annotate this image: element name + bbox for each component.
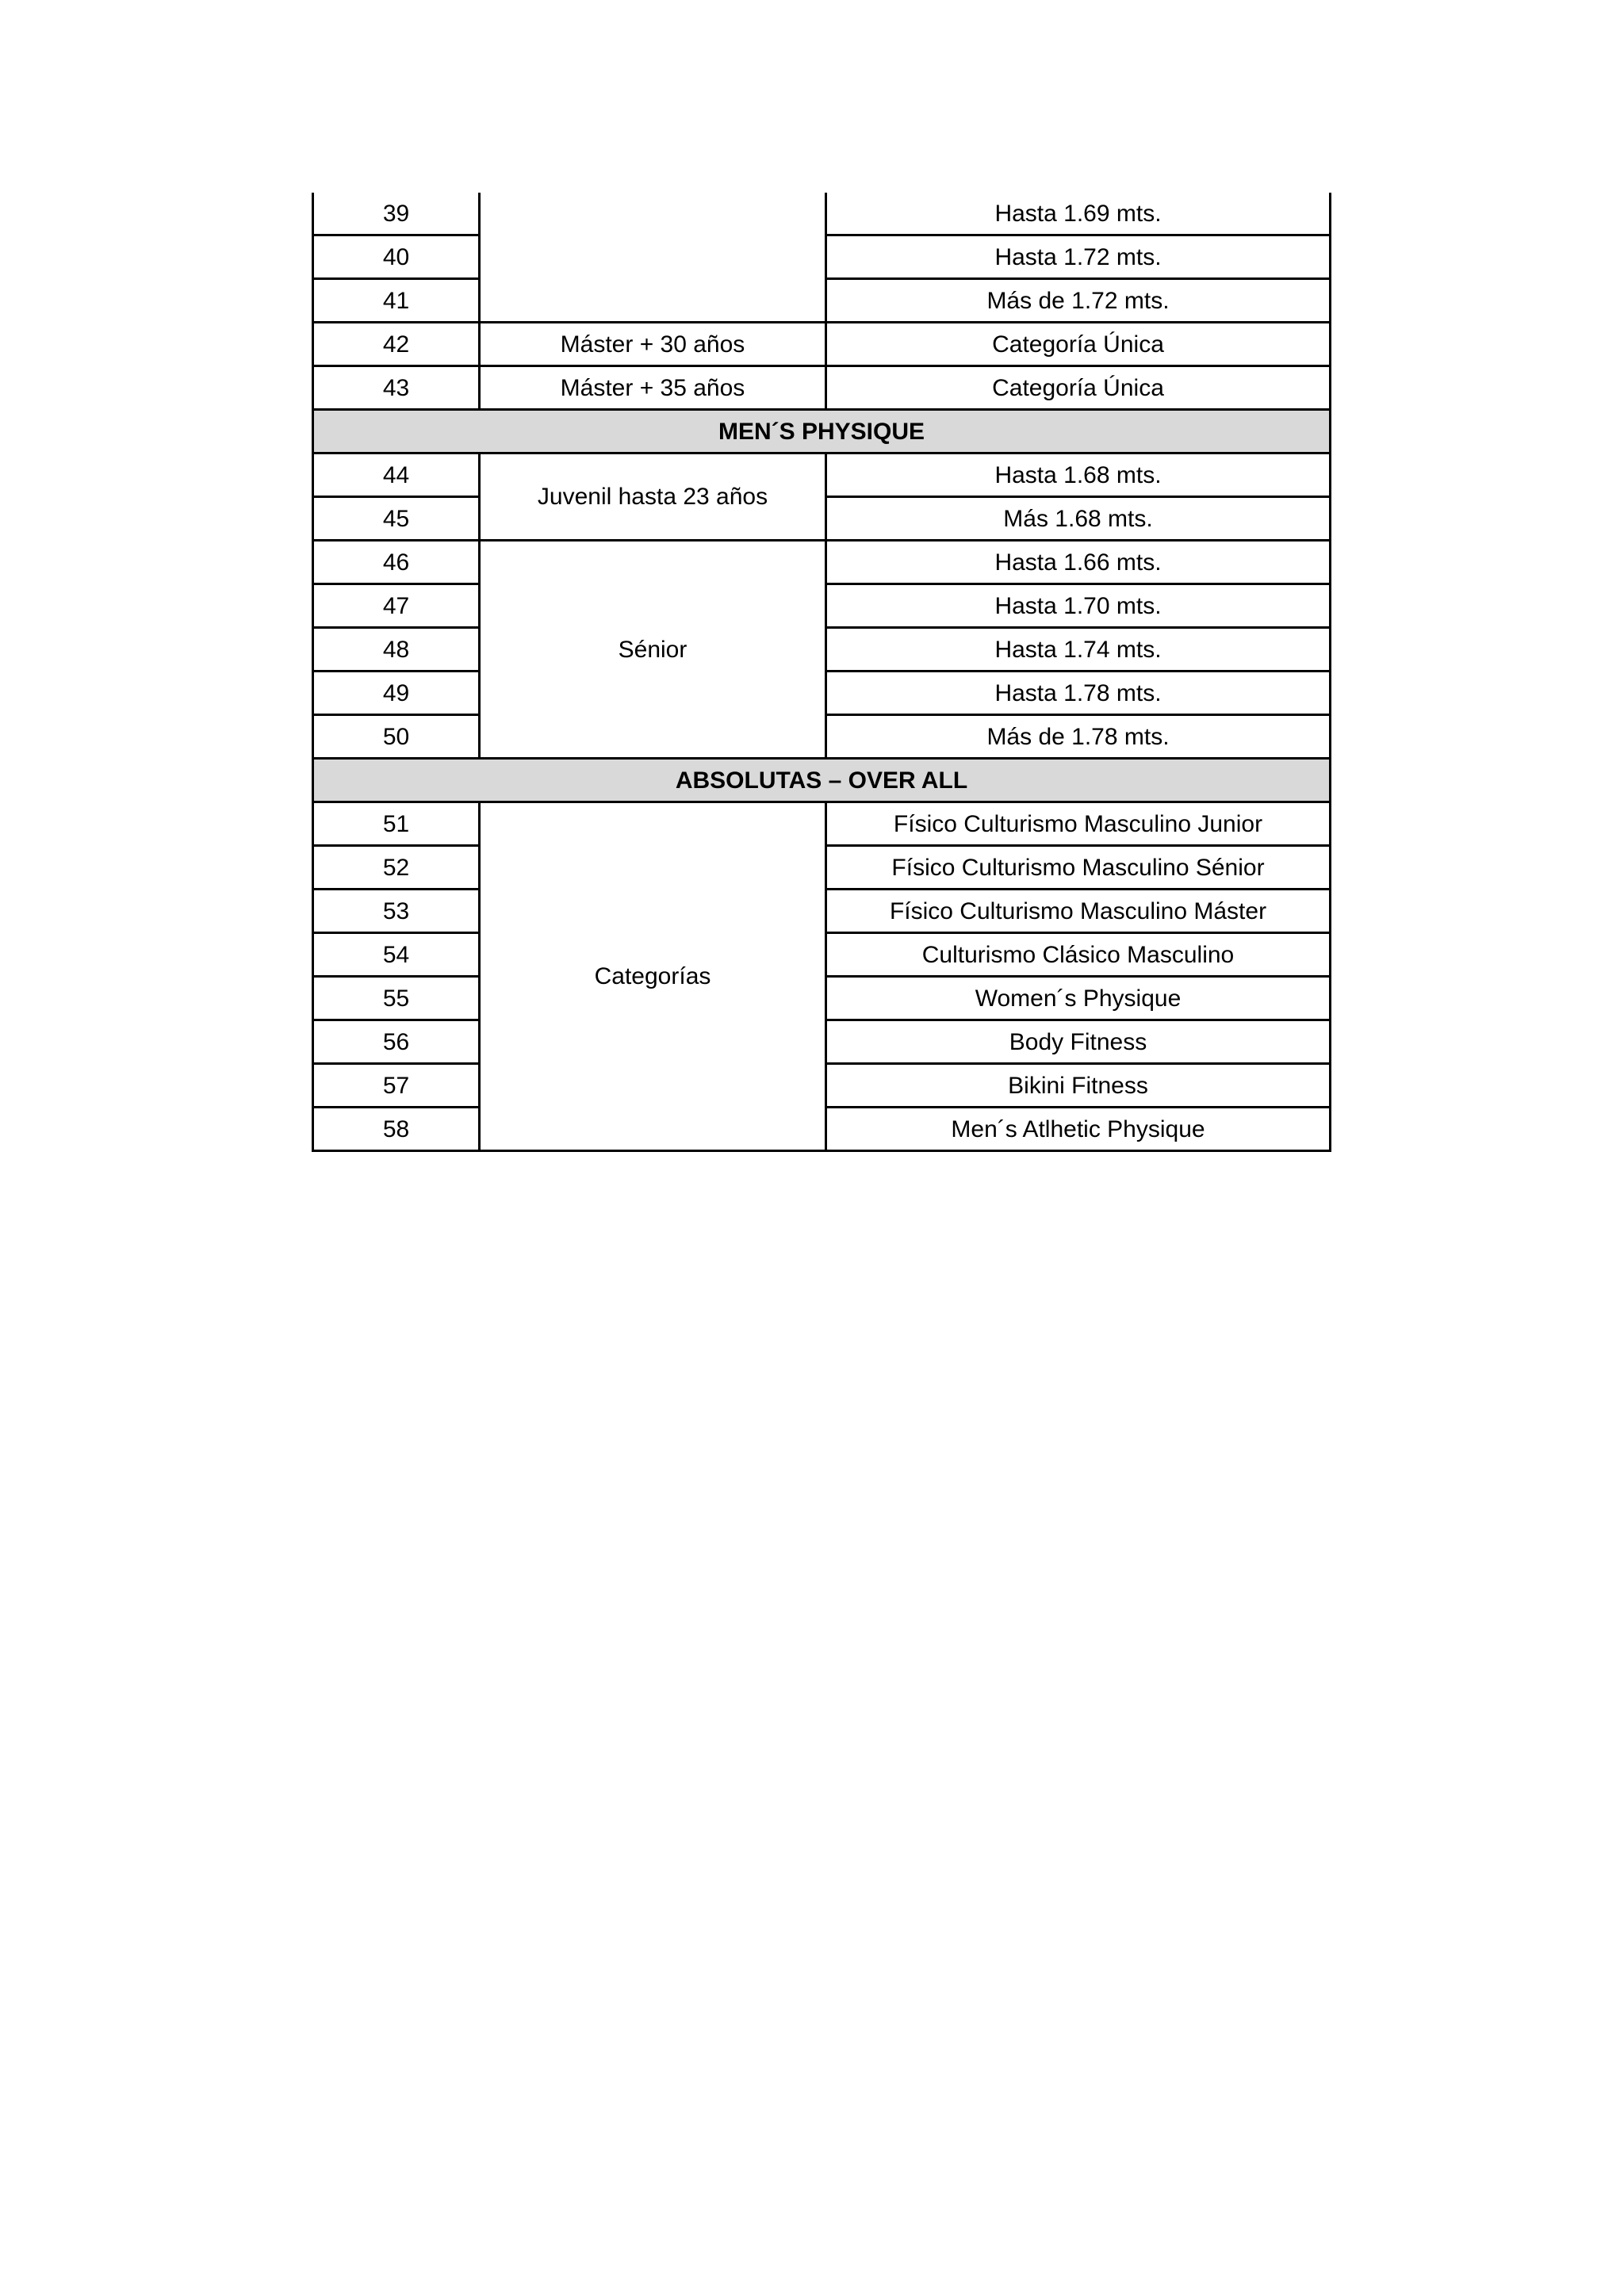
row-number: 40 [313, 235, 480, 279]
height-class: Más de 1.78 mts. [826, 715, 1331, 759]
table-row [313, 193, 1331, 235]
row-number: 44 [313, 453, 480, 497]
overall-category-name: Body Fitness [826, 1020, 1331, 1064]
row-number: 47 [313, 584, 480, 628]
row-number: 43 [313, 366, 480, 410]
row-number: 46 [313, 541, 480, 584]
overall-category-name: Men´s Atlhetic Physique [826, 1108, 1331, 1151]
overall-category-name: Bikini Fitness [826, 1064, 1331, 1108]
overall-category-name: Físico Culturismo Masculino Sénior [826, 846, 1331, 890]
section-header-row [313, 410, 1331, 453]
row-number: 51 [313, 802, 480, 846]
table-row [313, 541, 1331, 584]
row-number: 52 [313, 846, 480, 890]
categories-table [312, 193, 1331, 1152]
row-number: 56 [313, 1020, 480, 1064]
overall-category-name: Culturismo Clásico Masculino [826, 933, 1331, 977]
section-title-absolutas: ABSOLUTAS – OVER ALL [313, 759, 1331, 802]
row-number: 42 [313, 323, 480, 366]
height-class: Hasta 1.68 mts. [826, 453, 1331, 497]
height-class: Hasta 1.69 mts. [826, 193, 1331, 235]
row-number: 50 [313, 715, 480, 759]
height-class: Hasta 1.72 mts. [826, 235, 1331, 279]
height-class: Más 1.68 mts. [826, 497, 1331, 541]
table-row [313, 366, 1331, 410]
section-header-row [313, 759, 1331, 802]
height-class: Hasta 1.74 mts. [826, 628, 1331, 672]
row-number: 41 [313, 279, 480, 323]
category-cell: Máster + 35 años [480, 366, 826, 410]
category-cell: Máster + 30 años [480, 323, 826, 366]
height-class: Categoría Única [826, 323, 1331, 366]
table-row [313, 323, 1331, 366]
height-class: Hasta 1.78 mts. [826, 672, 1331, 715]
row-number: 48 [313, 628, 480, 672]
category-cell-empty [480, 193, 826, 323]
row-number: 39 [313, 193, 480, 235]
overall-category-name: Físico Culturismo Masculino Máster [826, 890, 1331, 933]
category-cell-categorias: Categorías [480, 802, 826, 1151]
height-class: Hasta 1.66 mts. [826, 541, 1331, 584]
row-number: 55 [313, 977, 480, 1020]
height-class: Categoría Única [826, 366, 1331, 410]
overall-category-name: Women´s Physique [826, 977, 1331, 1020]
row-number: 57 [313, 1064, 480, 1108]
category-cell-juvenil: Juvenil hasta 23 años [480, 453, 826, 541]
row-number: 58 [313, 1108, 480, 1151]
category-cell-senior: Sénior [480, 541, 826, 759]
table-row [313, 453, 1331, 497]
height-class: Hasta 1.70 mts. [826, 584, 1331, 628]
row-number: 45 [313, 497, 480, 541]
row-number: 54 [313, 933, 480, 977]
height-class: Más de 1.72 mts. [826, 279, 1331, 323]
row-number: 53 [313, 890, 480, 933]
section-title-mens-physique: MEN´S PHYSIQUE [313, 410, 1331, 453]
overall-category-name: Físico Culturismo Masculino Junior [826, 802, 1331, 846]
table-row [313, 802, 1331, 846]
row-number: 49 [313, 672, 480, 715]
